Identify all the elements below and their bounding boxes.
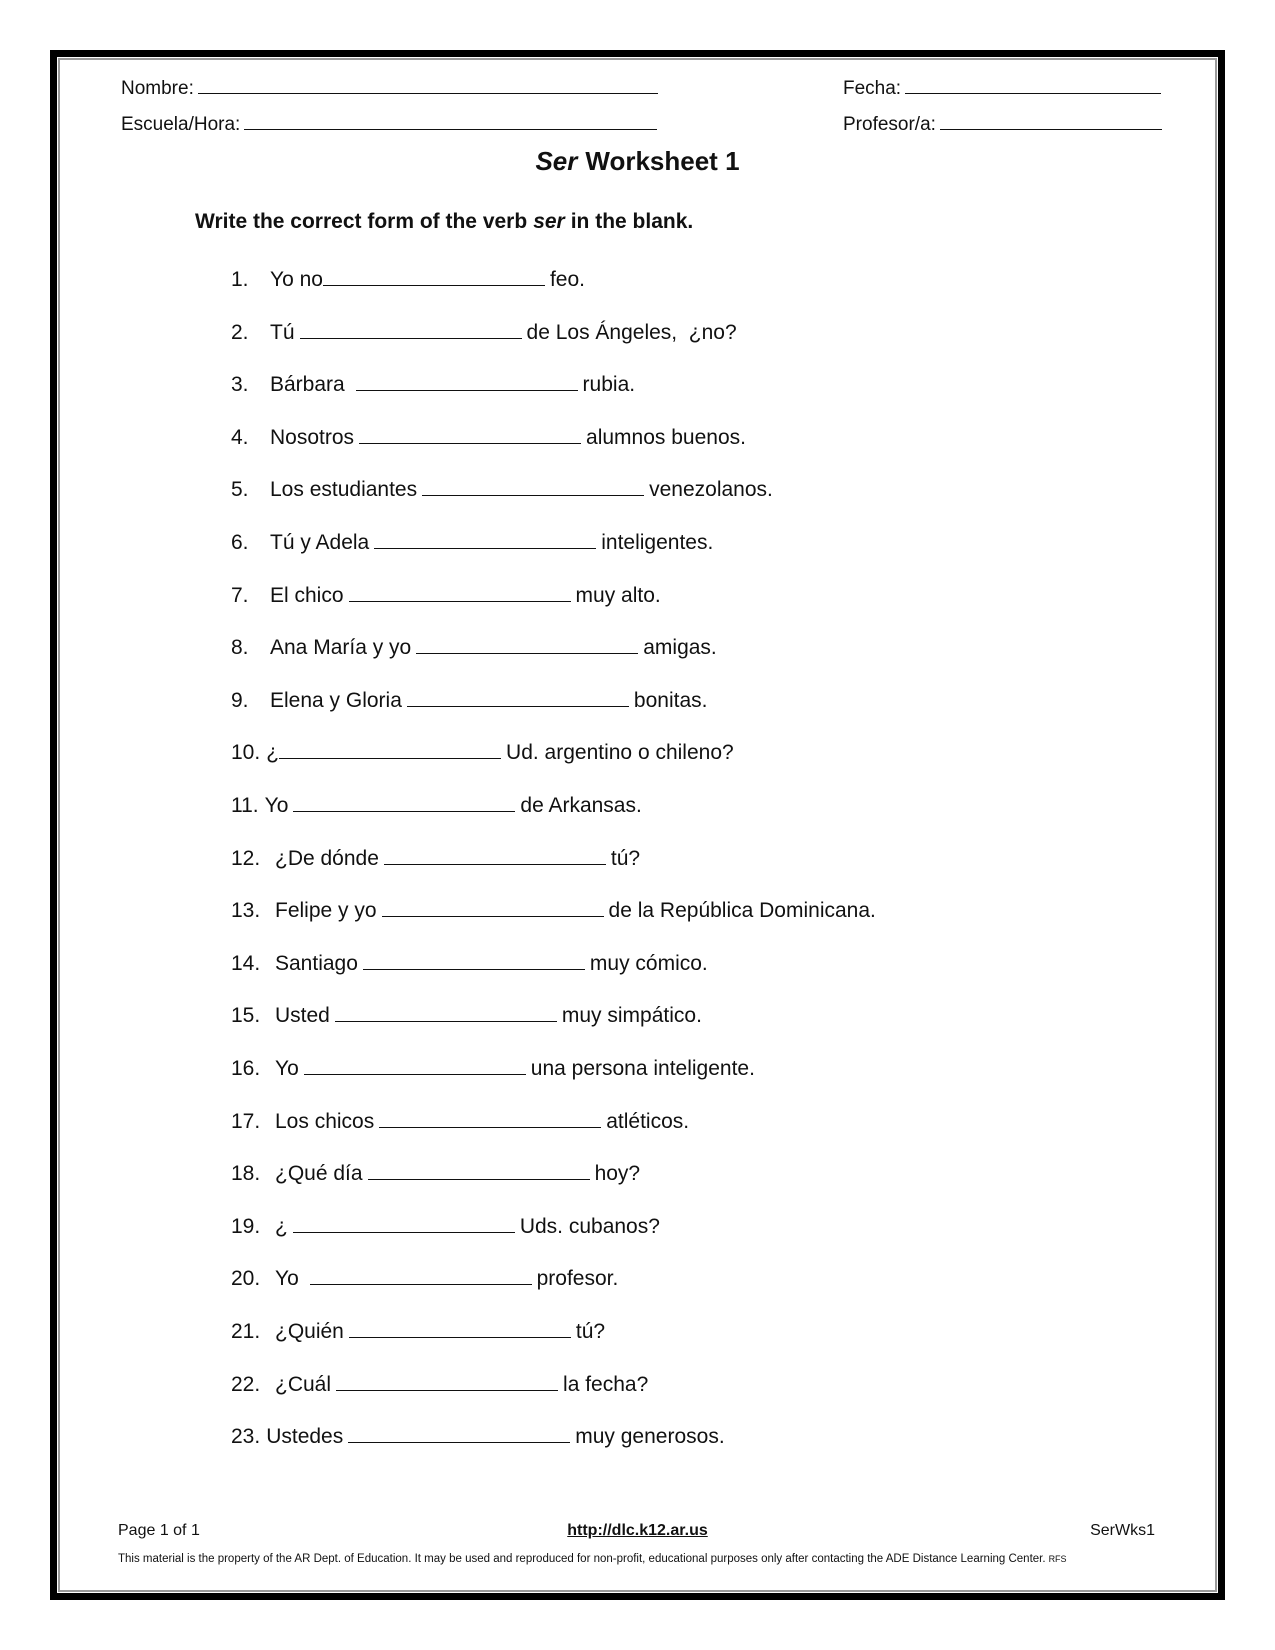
item-prompt: ¿Qué día [275,1162,363,1186]
school-field [121,111,657,136]
school-blank[interactable] [244,111,657,130]
page-title [0,146,1275,176]
item-number: 1. [231,268,249,291]
exercise-item [231,1264,618,1292]
item-number: 3. [231,373,249,397]
document-code: SerWks1 [1090,1522,1155,1539]
exercise-item [231,1001,702,1029]
answer-blank[interactable] [407,686,629,707]
exercise-item [231,1422,725,1450]
date-field [843,75,1161,100]
disclaimer-text: This material is the property of the AR Dept. of Education. It may be used and reproduced for non-profit, educational purposes only after contacting the ADE Distance Learning Center. [118,1553,1046,1565]
exercise-item [231,1159,640,1187]
exercise-item [231,1370,648,1398]
item-prompt: Bárbara [270,373,351,397]
item-number: 22. [231,1372,261,1396]
exercise-item [231,1107,689,1135]
item-prompt: Felipe y yo [275,899,377,923]
item-number: 19. [231,1214,261,1238]
exercise-item [231,633,717,661]
answer-blank[interactable] [293,791,515,812]
exercise-item [231,318,737,346]
item-prompt: Yo [264,794,289,817]
answer-blank[interactable] [335,1001,557,1022]
answer-blank[interactable] [368,1159,590,1180]
item-ending: tú? [610,846,641,870]
item-number: 9. [231,688,249,712]
item-ending: feo. [549,268,585,291]
exercise-item [231,581,661,609]
item-ending: amigas. [643,636,717,660]
exercise-item [231,370,635,398]
title-rest: Worksheet 1 [585,146,740,176]
item-number: 17. [231,1109,261,1133]
item-ending: de Los Ángeles, ¿no? [526,320,737,344]
answer-blank[interactable] [356,370,578,391]
item-prompt: ¿Quién [275,1320,344,1343]
answer-blank[interactable] [422,475,644,496]
item-ending: muy cómico. [589,951,708,975]
author-initials: RFS [1048,1554,1067,1564]
page-number: Page 1 of 1 [118,1522,200,1539]
item-ending: de Arkansas. [520,794,642,817]
item-prompt: Elena y Gloria [270,688,402,712]
answer-blank[interactable] [293,1212,515,1233]
item-prompt: El chico [270,583,344,607]
item-number: 8. [231,636,249,660]
item-prompt: ¿ [266,741,280,765]
exercise-item [231,738,734,766]
exercise-item [231,423,746,451]
item-prompt: Ana María y yo [270,636,412,660]
item-number: 21. [231,1320,261,1343]
item-prompt: Yo [275,1267,305,1291]
exercise-item [231,896,876,924]
item-ending: inteligentes. [601,531,714,554]
exercise-item [231,475,773,503]
name-label: Nombre: [121,78,194,99]
item-prompt: ¿De dónde [275,846,379,870]
item-prompt: Santiago [275,951,358,975]
item-ending: venezolanos. [649,478,773,502]
answer-blank[interactable] [349,1317,571,1338]
item-ending: muy simpático. [561,1004,702,1028]
item-prompt: ¿Cuál [275,1372,332,1396]
item-prompt: Los chicos [275,1109,375,1133]
item-number: 7. [231,583,249,607]
exercise-item [231,791,642,819]
name-field [121,75,658,100]
answer-blank[interactable] [349,581,571,602]
answer-blank[interactable] [279,738,501,759]
item-prompt: Tú y Adela [270,531,370,554]
item-number: 11. [231,794,259,817]
item-number: 18. [231,1162,261,1186]
answer-blank[interactable] [310,1264,532,1285]
item-ending: bonitas. [633,688,708,712]
item-prompt: Tú [270,320,295,344]
item-ending: muy alto. [575,583,661,607]
item-prompt: Los estudiantes [270,478,418,502]
exercise-item [231,844,640,872]
item-prompt: Yo no [270,268,323,291]
exercise-item [231,1212,660,1240]
item-prompt: ¿ [275,1214,288,1238]
item-number: 12. [231,846,261,870]
item-number: 14. [231,951,261,975]
item-number: 20. [231,1267,261,1291]
item-ending: muy generosos. [575,1425,725,1449]
answer-blank[interactable] [382,896,604,917]
title-verb: Ser [535,146,578,176]
item-number: 10. [231,741,261,765]
teacher-blank[interactable] [940,111,1162,130]
item-number: 16. [231,1057,261,1080]
instructions-before: Write the correct form of the verb [195,210,528,233]
answer-blank[interactable] [348,1422,570,1443]
answer-blank[interactable] [384,844,606,865]
name-blank[interactable] [198,75,658,94]
exercise-item [231,1317,605,1345]
item-number: 13. [231,899,261,923]
copyright-disclaimer [118,1553,1067,1565]
item-number: 5. [231,478,249,502]
item-number: 2. [231,320,249,344]
answer-blank[interactable] [323,265,545,286]
exercise-item [231,686,707,714]
item-ending: profesor. [536,1267,619,1291]
item-ending: rubia. [582,373,636,397]
item-ending: tú? [575,1320,606,1343]
item-ending: hoy? [594,1162,641,1186]
item-ending: atléticos. [606,1109,690,1133]
item-number: 15. [231,1004,261,1028]
answer-blank[interactable] [379,1107,601,1128]
teacher-field [843,111,1162,136]
instructions [195,209,693,235]
answer-blank[interactable] [374,528,596,549]
item-ending: una persona inteligente. [530,1057,755,1080]
item-ending: Uds. cubanos? [519,1214,660,1238]
exercise-item [231,1054,755,1082]
exercise-item [231,528,713,556]
date-blank[interactable] [905,75,1161,94]
instructions-after: in the blank. [570,210,694,233]
answer-blank[interactable] [304,1054,526,1075]
item-ending: la fecha? [563,1372,649,1396]
item-ending: de la República Dominicana. [608,899,876,923]
item-prompt: Usted [275,1004,330,1028]
date-label: Fecha: [843,78,902,99]
instructions-verb: ser [533,210,565,233]
item-prompt: Yo [275,1057,299,1080]
footer-link[interactable]: http://dlc.k12.ar.us [567,1522,708,1539]
item-prompt: Ustedes [266,1425,344,1449]
answer-blank[interactable] [359,423,581,444]
exercise-item [231,265,585,293]
school-label: Escuela/Hora: [121,114,241,135]
answer-blank[interactable] [300,318,522,339]
item-number: 6. [231,531,249,554]
item-number: 4. [231,425,249,449]
answer-blank[interactable] [336,1370,558,1391]
item-prompt: Nosotros [270,425,355,449]
item-number: 23. [231,1425,261,1449]
item-ending: Ud. argentino o chileno? [506,741,734,765]
teacher-label: Profesor/a: [843,114,936,135]
answer-blank[interactable] [416,633,638,654]
item-ending: alumnos buenos. [586,425,746,449]
exercise-item [231,949,708,977]
answer-blank[interactable] [363,949,585,970]
